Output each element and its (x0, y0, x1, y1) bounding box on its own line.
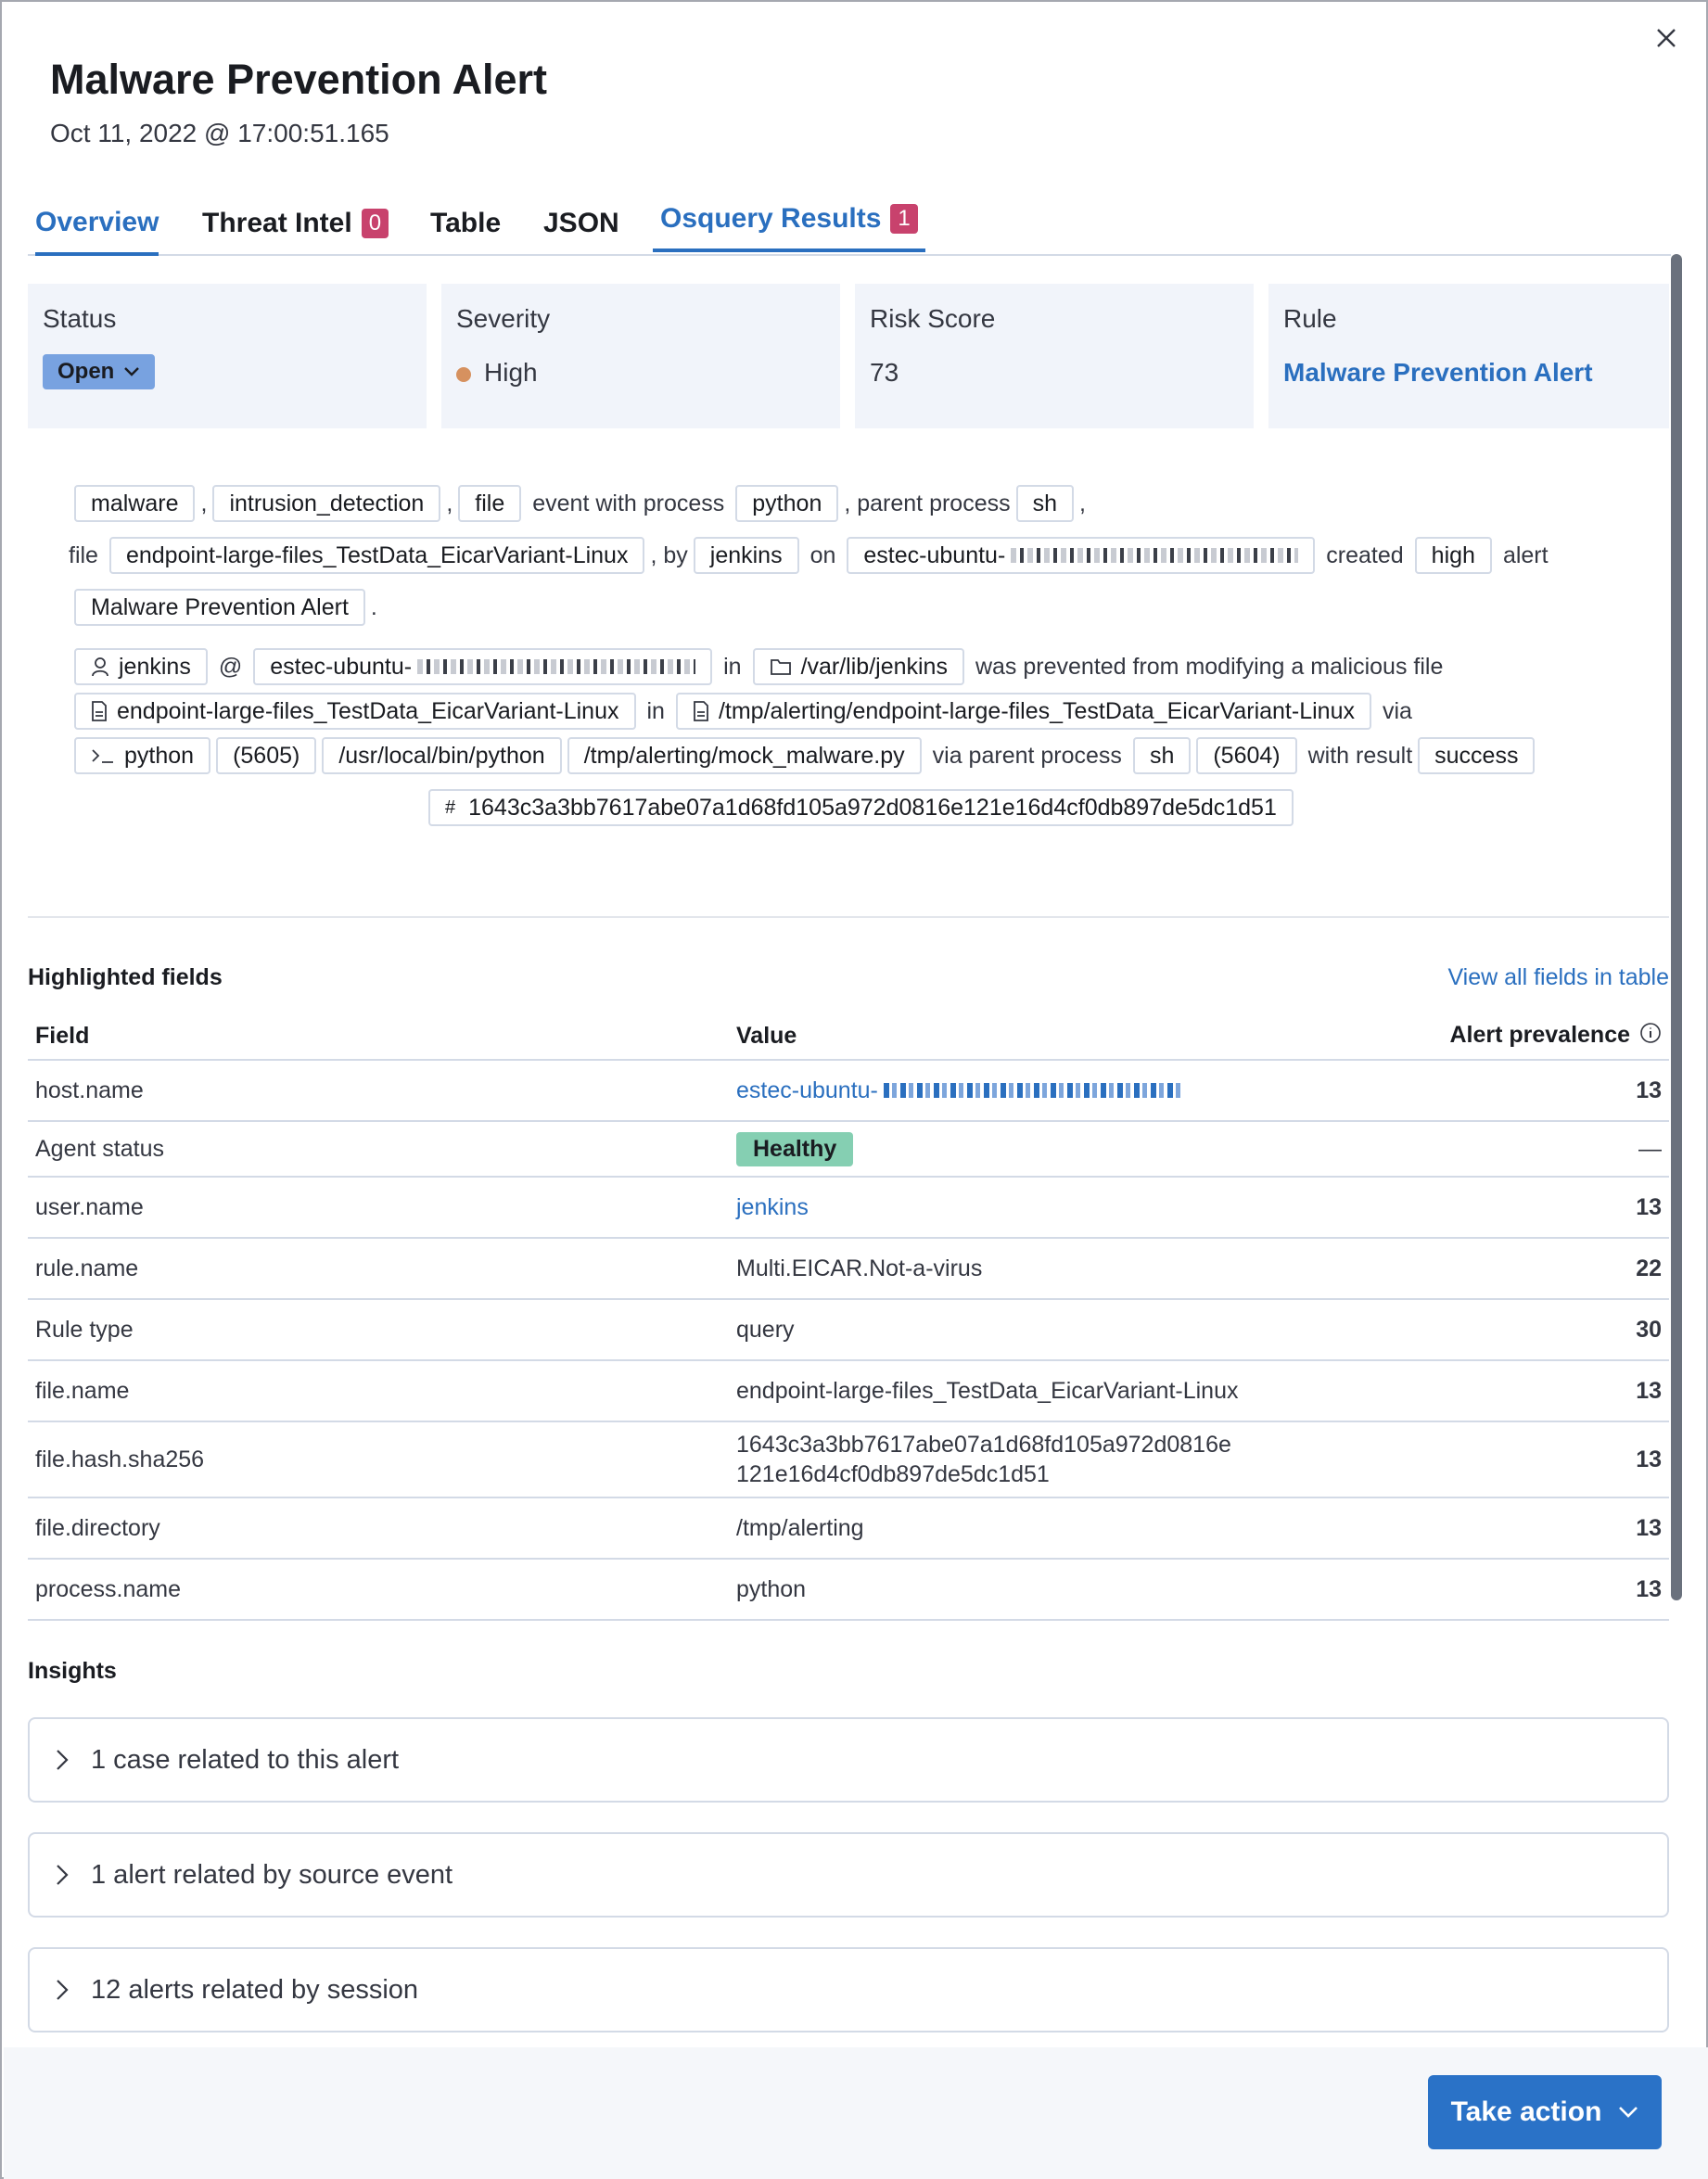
summary-text: via (1382, 697, 1412, 724)
renderer-line-1 (69, 647, 1448, 686)
severity-label: Severity (456, 304, 551, 333)
insights-title: Insights (28, 1658, 117, 1684)
hash-line-2: 121e16d4cf0db897de5dc1d51 (736, 1461, 1050, 1487)
field-value (729, 1421, 1383, 1497)
severity-dot-icon (456, 367, 471, 382)
table-row (28, 1238, 1669, 1299)
field-name: file.hash.sha256 (28, 1421, 729, 1497)
field-value: query (729, 1299, 1383, 1360)
pid-chip[interactable]: (5605) (216, 737, 316, 774)
tab-count-badge: 1 (890, 204, 917, 234)
chevron-right-icon (56, 1864, 69, 1886)
chevron-right-icon (56, 1749, 69, 1771)
status-card (28, 284, 427, 428)
table-row (28, 1299, 1669, 1360)
risk-score-label: Risk Score (870, 304, 996, 333)
tab-label: Table (430, 208, 502, 238)
prevalence-count[interactable]: 13 (1383, 1559, 1669, 1620)
field-value: endpoint-large-files_TestData_EicarVariant-Linux (729, 1360, 1383, 1421)
insight-accordion-cases[interactable] (28, 1717, 1669, 1803)
host-link[interactable]: estec-ubuntu- (736, 1077, 878, 1103)
insight-accordion-source-event[interactable] (28, 1832, 1669, 1918)
agent-status-badge: Healthy (736, 1132, 853, 1166)
hash-text: 1643c3a3bb7617abe07a1d68fd105a972d0816e121e16d4cf0db897de5dc1d51 (468, 794, 1277, 821)
overview-content (28, 254, 1669, 2045)
tab-label: Overview (35, 207, 159, 237)
host-text: estec-ubuntu- (863, 542, 1006, 568)
chevron-down-icon (123, 366, 140, 377)
category-chip[interactable]: intrusion_detection (212, 485, 440, 522)
status-value: Open (57, 359, 115, 384)
severity-chip[interactable]: high (1415, 537, 1492, 574)
summary-text: event with process (532, 490, 725, 516)
directory-text: /var/lib/jenkins (800, 653, 948, 680)
file-text: endpoint-large-files_TestData_EicarVariant-Linux (117, 697, 619, 724)
rule-chip[interactable]: Malware Prevention Alert (74, 589, 365, 626)
prevalence-header-text: Alert prevalence (1449, 1021, 1630, 1048)
status-dropdown[interactable] (43, 354, 155, 389)
tab-count-badge: 0 (362, 209, 389, 238)
take-action-label: Take action (1450, 2096, 1602, 2127)
alert-timestamp: Oct 11, 2022 @ 17:00:51.165 (50, 119, 389, 147)
scrollbar[interactable] (1671, 254, 1682, 1600)
summary-text: alert (1502, 542, 1549, 568)
parent-process-chip[interactable]: sh (1133, 737, 1191, 774)
table-row (28, 1121, 1669, 1177)
flyout-title: Malware Prevention Alert (50, 56, 548, 103)
executable-chip[interactable]: /usr/local/bin/python (322, 737, 561, 774)
table-header-row (28, 1013, 1669, 1060)
summary-line-1 (69, 484, 1086, 523)
prevalence-count[interactable]: 13 (1383, 1421, 1669, 1497)
user-text: jenkins (119, 653, 191, 680)
tab-label: JSON (543, 208, 619, 238)
field-name: Agent status (28, 1121, 729, 1177)
table-row (28, 1060, 1669, 1121)
summary-text: file (69, 542, 98, 568)
terminal-icon (91, 747, 115, 764)
host-chip[interactable] (847, 537, 1315, 574)
prevalence-count[interactable]: 13 (1383, 1497, 1669, 1559)
close-icon (1655, 27, 1677, 49)
rule-card (1268, 284, 1669, 428)
summary-line-3 (69, 588, 377, 627)
column-header-field[interactable]: Field (28, 1013, 729, 1060)
file-chip[interactable]: endpoint-large-files_TestData_EicarVariant-Linux (109, 537, 645, 574)
info-icon[interactable] (1639, 1022, 1662, 1051)
at-text: @ (218, 653, 243, 680)
host-chip[interactable] (253, 648, 712, 685)
result-chip[interactable]: success (1418, 737, 1535, 774)
renderer-line-3 (69, 736, 1540, 775)
process-text: python (124, 742, 195, 769)
tab-osquery-results[interactable] (653, 189, 925, 252)
table-row (28, 1360, 1669, 1421)
summary-line-2 (63, 536, 1554, 575)
file-path-chip[interactable] (676, 693, 1371, 730)
field-name: process.name (28, 1559, 729, 1620)
prevalence-count[interactable]: 30 (1383, 1299, 1669, 1360)
tab-label: Threat Intel (202, 208, 352, 238)
field-name: file.name (28, 1360, 729, 1421)
hash-chip[interactable] (428, 789, 1294, 826)
parent-pid-chip[interactable]: (5604) (1196, 737, 1296, 774)
user-link[interactable]: jenkins (736, 1193, 809, 1220)
comma-text: , (1079, 490, 1086, 516)
args-chip[interactable]: /tmp/alerting/mock_malware.py (567, 737, 922, 774)
field-name: rule.name (28, 1238, 729, 1299)
process-chip[interactable]: python (735, 485, 838, 522)
field-value[interactable] (729, 1060, 1383, 1121)
summary-text: in (723, 653, 742, 680)
category-chip[interactable]: file (458, 485, 521, 522)
chevron-down-icon (1618, 2106, 1638, 2119)
view-all-fields-link[interactable]: View all fields in table (1447, 964, 1669, 990)
table-row (28, 1559, 1669, 1620)
document-icon (91, 701, 108, 721)
tab-overview[interactable] (35, 193, 159, 256)
hash-icon: # (445, 796, 456, 818)
summary-text: , parent process (844, 490, 1011, 516)
comma-text: , (200, 490, 208, 516)
risk-score-value: 73 (870, 358, 899, 387)
accordion-label: 1 case related to this alert (91, 1744, 400, 1775)
file-chip[interactable] (74, 693, 636, 730)
field-name: Rule type (28, 1299, 729, 1360)
summary-text: on (809, 542, 836, 568)
field-value: python (729, 1559, 1383, 1620)
field-value: /tmp/alerting (729, 1497, 1383, 1559)
summary-text: in (646, 697, 665, 724)
highlighted-fields-title: Highlighted fields (28, 964, 223, 990)
summary-text: was prevented from modifying a malicious file (975, 653, 1444, 680)
file-path-text: /tmp/alerting/endpoint-large-files_TestData_EicarVariant-Linux (718, 697, 1355, 724)
accordion-label: 1 alert related by source event (91, 1859, 453, 1890)
field-name: user.name (28, 1177, 729, 1238)
prevalence-count[interactable]: 13 (1383, 1177, 1669, 1238)
summary-cards (28, 284, 1669, 428)
prevalence-count[interactable]: 22 (1383, 1238, 1669, 1299)
column-header-value[interactable]: Value (729, 1013, 1383, 1060)
status-label: Status (43, 304, 117, 333)
category-chip[interactable]: malware (74, 485, 195, 522)
field-value[interactable] (729, 1177, 1383, 1238)
prevalence-count[interactable]: 13 (1383, 1060, 1669, 1121)
user-chip[interactable] (74, 648, 208, 685)
tab-threat-intel[interactable] (202, 193, 389, 254)
user-chip[interactable]: jenkins (694, 537, 799, 574)
severity-value: High (484, 358, 538, 387)
rule-link[interactable]: Malware Prevention Alert (1283, 358, 1593, 387)
redacted-text (884, 1083, 1180, 1098)
accordion-label: 12 alerts related by session (91, 1974, 419, 2005)
summary-text: , by (650, 542, 688, 568)
period-text: . (370, 593, 377, 620)
field-value: Multi.EICAR.Not-a-virus (729, 1238, 1383, 1299)
process-chip[interactable] (74, 737, 210, 774)
risk-score-card (855, 284, 1254, 428)
hash-line-1: 1643c3a3bb7617abe07a1d68fd105a972d0816e (736, 1432, 1231, 1458)
directory-chip[interactable] (753, 648, 964, 685)
tab-table[interactable] (430, 193, 501, 254)
chevron-right-icon (56, 1979, 69, 2001)
severity-value-row (456, 358, 538, 388)
document-icon (693, 701, 709, 721)
table-row (28, 1421, 1669, 1497)
folder-icon (770, 657, 792, 676)
insight-accordion-session[interactable] (28, 1947, 1669, 2032)
column-header-prevalence[interactable] (1383, 1013, 1669, 1060)
field-name: host.name (28, 1060, 729, 1121)
close-button[interactable] (1652, 24, 1680, 52)
divider (28, 916, 1669, 918)
comma-text: , (446, 490, 453, 516)
summary-text: created (1326, 542, 1404, 568)
prevalence-count[interactable]: 13 (1383, 1360, 1669, 1421)
severity-card (441, 284, 840, 428)
host-text: estec-ubuntu- (270, 653, 413, 680)
highlighted-fields-table (28, 1013, 1669, 1621)
tab-label: Osquery Results (660, 203, 882, 234)
table-row (28, 1177, 1669, 1238)
take-action-button[interactable] (1428, 2075, 1662, 2149)
summary-text: with result (1307, 742, 1413, 769)
parent-process-chip[interactable]: sh (1016, 485, 1074, 522)
field-name: file.directory (28, 1497, 729, 1559)
prevalence-empty: — (1383, 1121, 1669, 1177)
redacted-text (417, 659, 695, 674)
tab-bar (28, 193, 1671, 256)
rule-label: Rule (1283, 304, 1337, 333)
table-row (28, 1497, 1669, 1559)
field-value (729, 1121, 1383, 1177)
summary-text: via parent process (932, 742, 1122, 769)
renderer-line-4 (423, 788, 1299, 827)
user-icon (91, 656, 109, 677)
flyout-footer (4, 2047, 1708, 2179)
redacted-text (1011, 548, 1298, 563)
renderer-line-2 (69, 692, 1418, 731)
tab-json[interactable] (543, 193, 619, 254)
